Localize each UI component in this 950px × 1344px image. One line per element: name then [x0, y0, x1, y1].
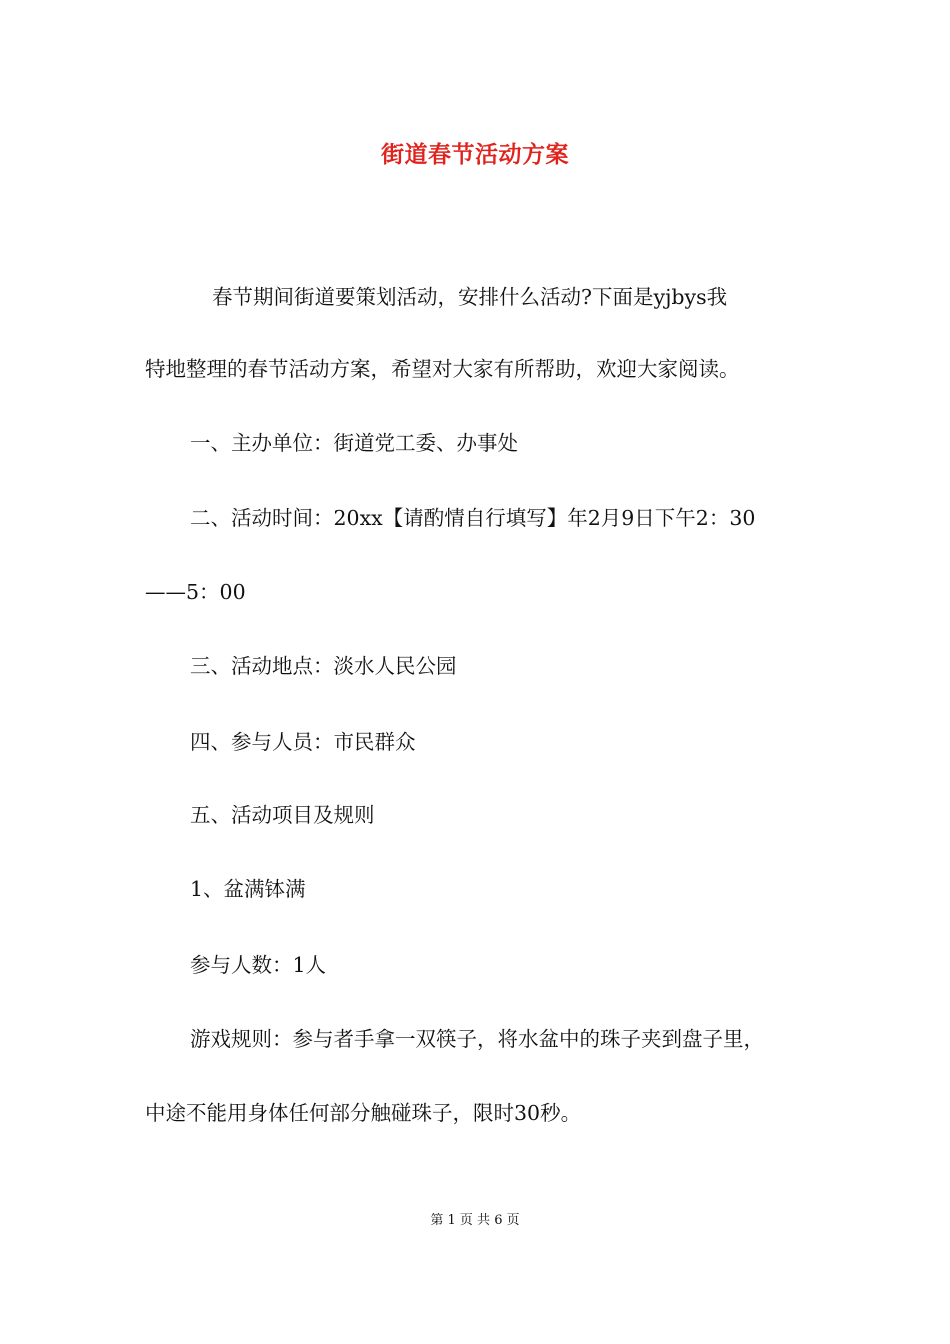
section-organizer: 一、主办单位：街道党工委、办事处 — [190, 431, 518, 455]
section-time-line-2: ——5：00 — [145, 580, 246, 604]
section-participants: 四、参与人员：市民群众 — [190, 730, 416, 754]
activity-1-participant-count: 参与人数：1人 — [190, 953, 327, 977]
section-time-line-1: 二、活动时间：20xx【请酌情自行填写】年2月9日下午2：30 — [190, 506, 756, 530]
intro-paragraph-line-2: 特地整理的春节活动方案，希望对大家有所帮助，欢迎大家阅读。 — [145, 357, 740, 381]
section-location: 三、活动地点：淡水人民公园 — [190, 654, 457, 678]
section-activities-heading: 五、活动项目及规则 — [190, 803, 375, 827]
document-title: 街道春节活动方案 — [381, 141, 569, 168]
intro-paragraph-line-1: 春节期间街道要策划活动，安排什么活动?下面是yjbys我 — [212, 285, 728, 309]
page-footer: 第 1 页 共 6 页 — [430, 1213, 520, 1228]
activity-1-title: 1、盆满钵满 — [190, 877, 306, 901]
activity-1-rules-line-1: 游戏规则：参与者手拿一双筷子，将水盆中的珠子夹到盘子里， — [190, 1027, 764, 1051]
activity-1-rules-line-2: 中途不能用身体任何部分触碰珠子，限时30秒。 — [145, 1101, 582, 1125]
